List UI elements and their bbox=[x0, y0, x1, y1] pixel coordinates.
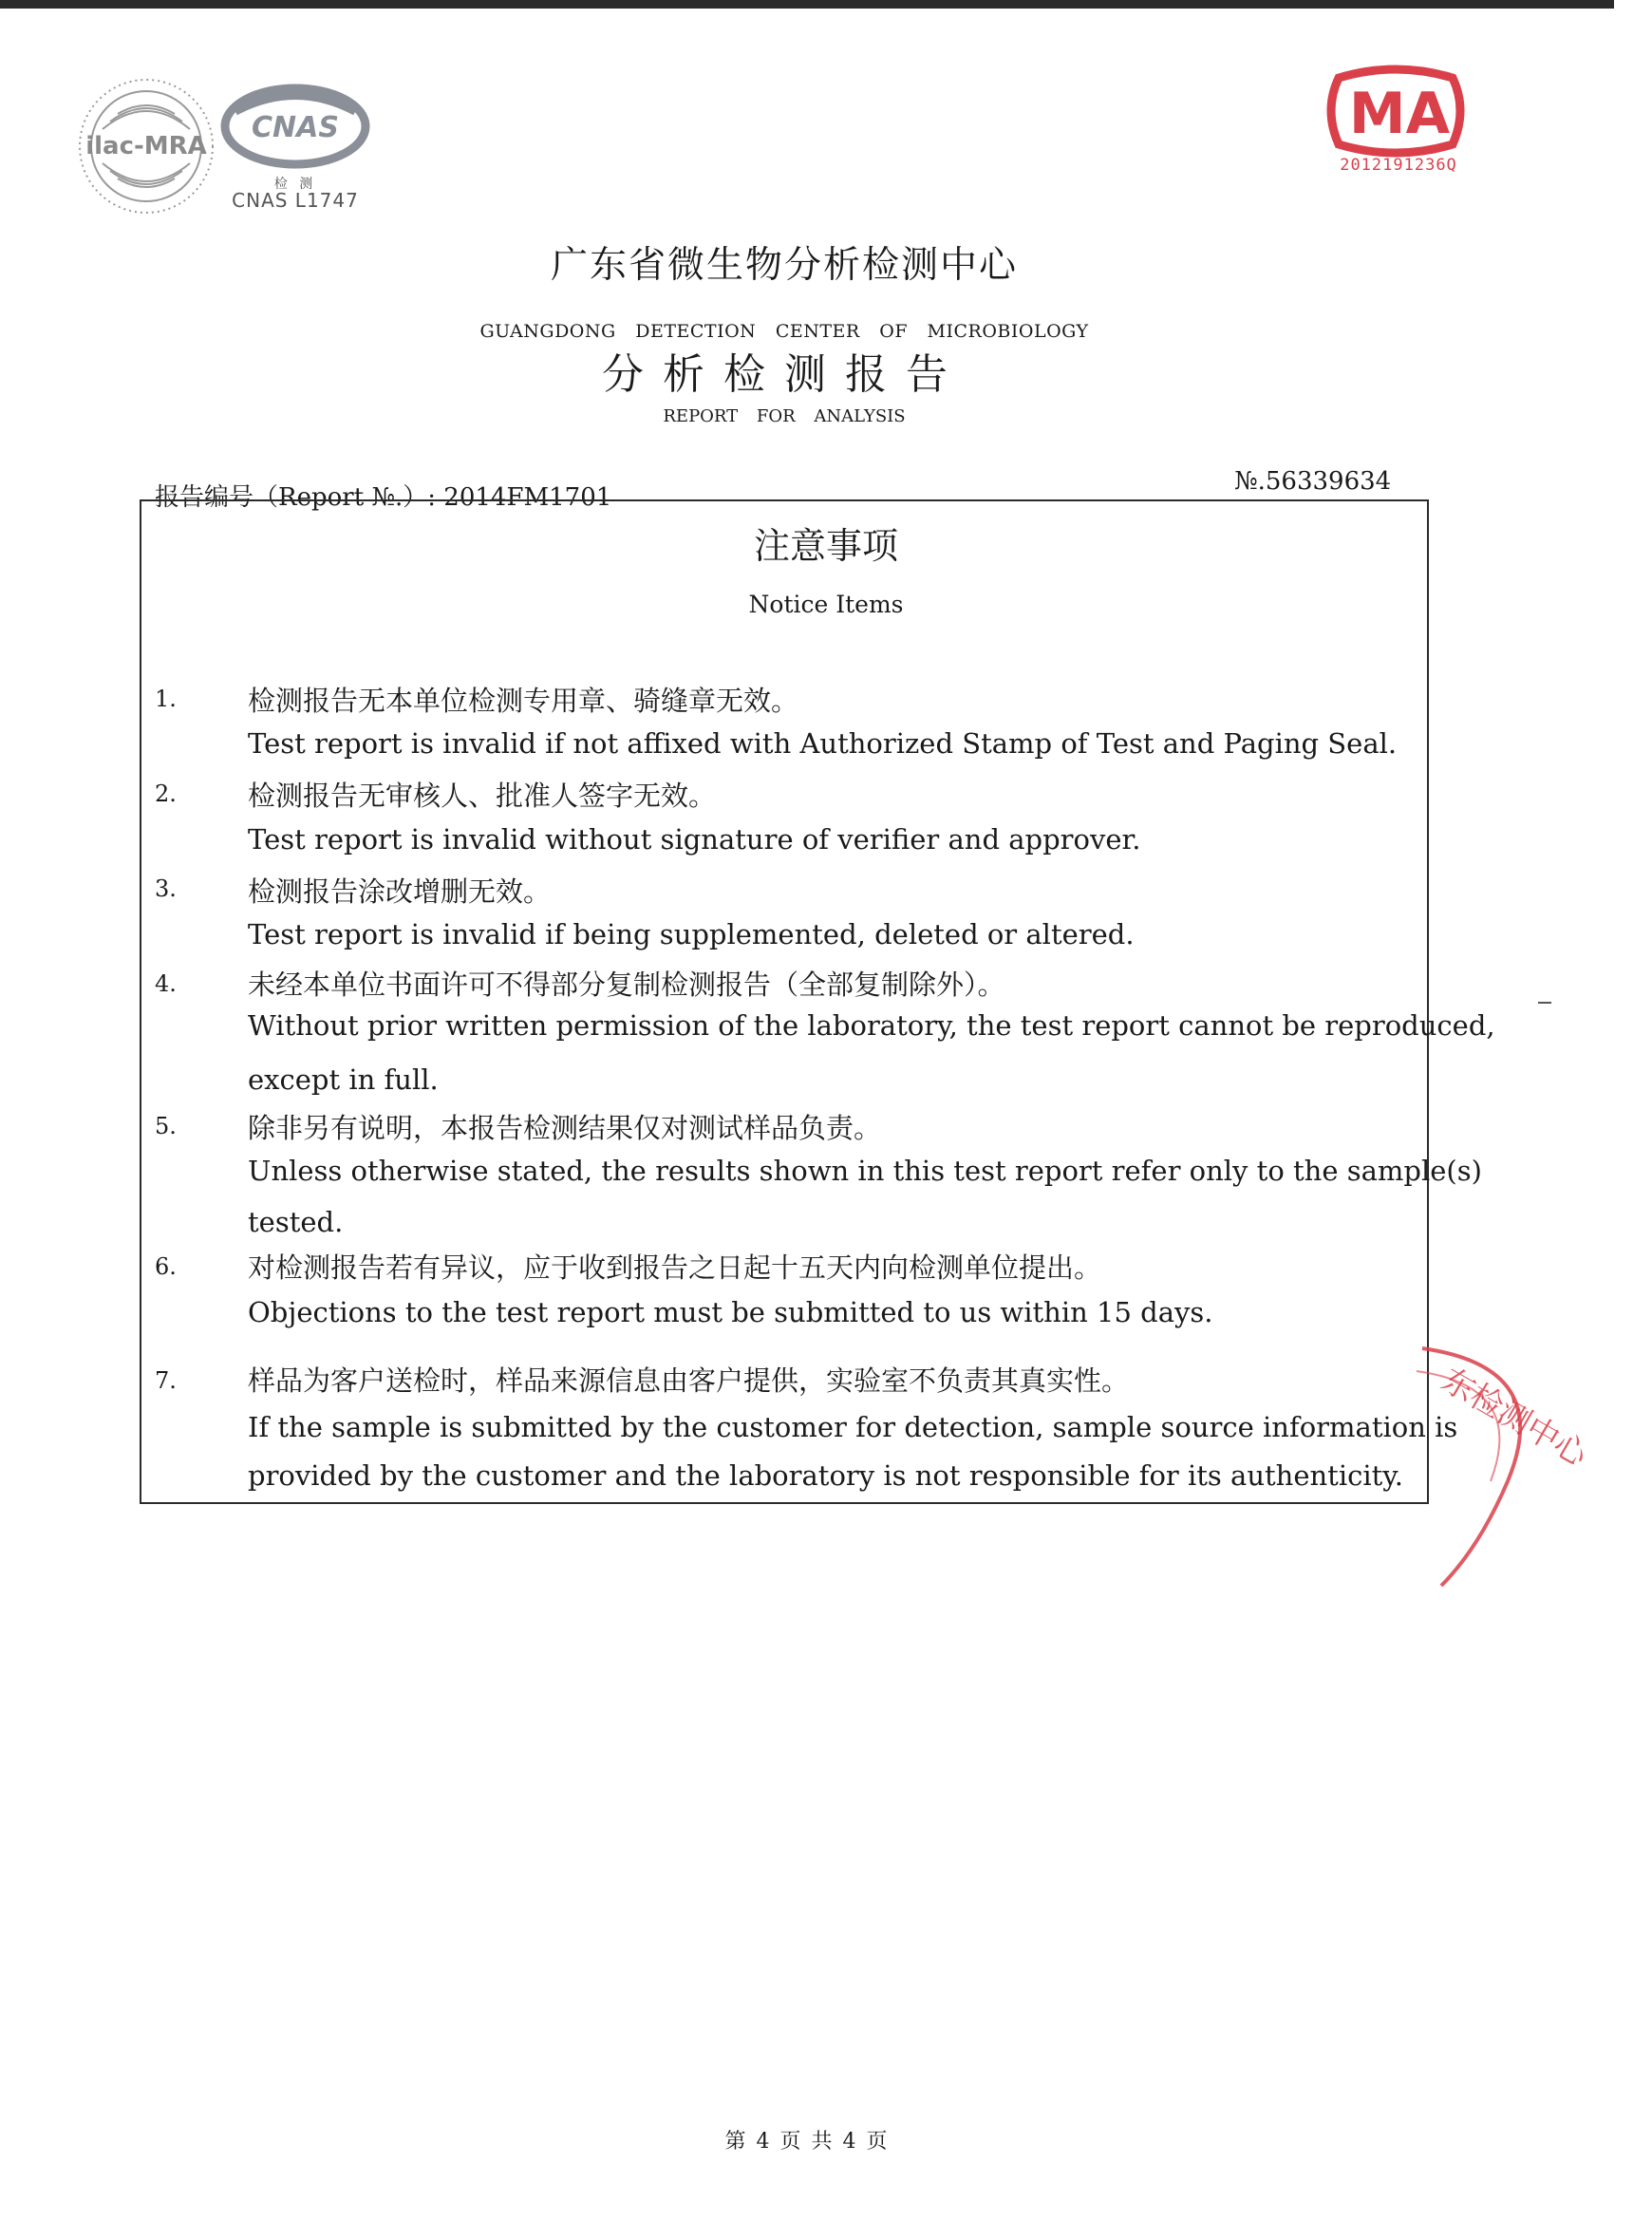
notice-item-3-cn: 检测报告涂改增删无效。 bbox=[248, 875, 552, 908]
notice-item-1-cn: 检测报告无本单位检测专用章、骑缝章无效。 bbox=[248, 685, 799, 717]
report-title-en: REPORT FOR ANALYSIS bbox=[663, 406, 906, 426]
notice-item-4-number: 4. bbox=[155, 970, 177, 997]
scan-speck bbox=[1538, 1002, 1551, 1004]
notice-item-5-cn: 除非另有说明，本报告检测结果仅对测试样品负责。 bbox=[248, 1112, 882, 1144]
notice-item-3-en: Test report is invalid if being supplemented, deleted or altered. bbox=[248, 918, 1135, 950]
notice-item-7-en: If the sample is submitted by the customer for detection, sample source information is bbox=[248, 1411, 1458, 1443]
notice-item-6-en: Objections to the test report must be submitted to us within 15 days. bbox=[248, 1296, 1213, 1328]
page-footer: 第 4 页 共 4 页 bbox=[724, 2130, 890, 2154]
scan-top-edge bbox=[0, 0, 1614, 9]
notice-item-1-number: 1. bbox=[155, 686, 177, 712]
organization-name-en: GUANGDONG DETECTION CENTER OF MICROBIOLOGY bbox=[479, 321, 1089, 342]
notice-item-3-number: 3. bbox=[155, 875, 177, 902]
notice-item-6-cn: 对检测报告若有异议，应于收到报告之日起十五天内向检测单位提出。 bbox=[248, 1251, 1102, 1284]
notice-item-7-number: 7. bbox=[155, 1367, 177, 1394]
cnas-subtitle: 检 测 bbox=[273, 177, 317, 192]
report-number: 报告编号（Report №.）: 2014FM1701 bbox=[155, 483, 612, 512]
organization-name-cn: 广东省微生物分析检测中心 bbox=[550, 244, 1018, 287]
notice-item-5-en-cont: tested. bbox=[248, 1206, 344, 1238]
notice-item-4-en-cont: except in full. bbox=[248, 1063, 439, 1096]
notice-item-6-number: 6. bbox=[155, 1253, 177, 1280]
paging-seal bbox=[1403, 1329, 1594, 1605]
report-title-cn: 分析检测报告 bbox=[602, 350, 967, 399]
notice-item-4-cn: 未经本单位书面许可不得部分复制检测报告（全部复制除外）。 bbox=[248, 969, 1005, 1001]
cma-text: MA bbox=[1348, 81, 1451, 147]
notice-item-7-cn: 样品为客户送检时，样品来源信息由客户提供，实验室不负责其真实性。 bbox=[248, 1364, 1130, 1397]
cma-logo bbox=[1320, 66, 1472, 156]
notice-item-2-number: 2. bbox=[155, 781, 177, 807]
notice-item-5-number: 5. bbox=[155, 1113, 177, 1139]
notice-title-en: Notice Items bbox=[748, 591, 904, 618]
notice-item-5-en: Unless otherwise stated, the results shown in this test report refer only to the sample(s) bbox=[248, 1155, 1482, 1187]
serial-number: №.56339634 bbox=[1234, 467, 1392, 496]
notice-title-cn: 注意事项 bbox=[753, 525, 898, 567]
cma-code: 2012191236Q bbox=[1340, 156, 1457, 175]
notice-item-4-en: Without prior written permission of the laboratory, the test report cannot be reproduced, bbox=[248, 1009, 1495, 1042]
notice-item-2-en: Test report is invalid without signature of verifier and approver. bbox=[248, 823, 1141, 856]
notice-item-2-cn: 检测报告无审核人、批准人签字无效。 bbox=[248, 780, 717, 812]
ilac-mra-logo bbox=[74, 74, 218, 218]
cnas-accreditation-code: CNAS L1747 bbox=[232, 189, 359, 212]
cnas-text: CNAS bbox=[252, 111, 339, 144]
seal-text: 东检测中心 bbox=[1435, 1361, 1594, 1475]
cnas-logo bbox=[214, 74, 377, 175]
notice-item-1-en: Test report is invalid if not affixed with Authorized Stamp of Test and Paging Seal. bbox=[248, 727, 1398, 760]
ilac-text: ilac-MRA bbox=[85, 132, 207, 160]
notice-item-7-en-cont: provided by the customer and the laboratory is not responsible for its authenticity. bbox=[248, 1459, 1404, 1492]
